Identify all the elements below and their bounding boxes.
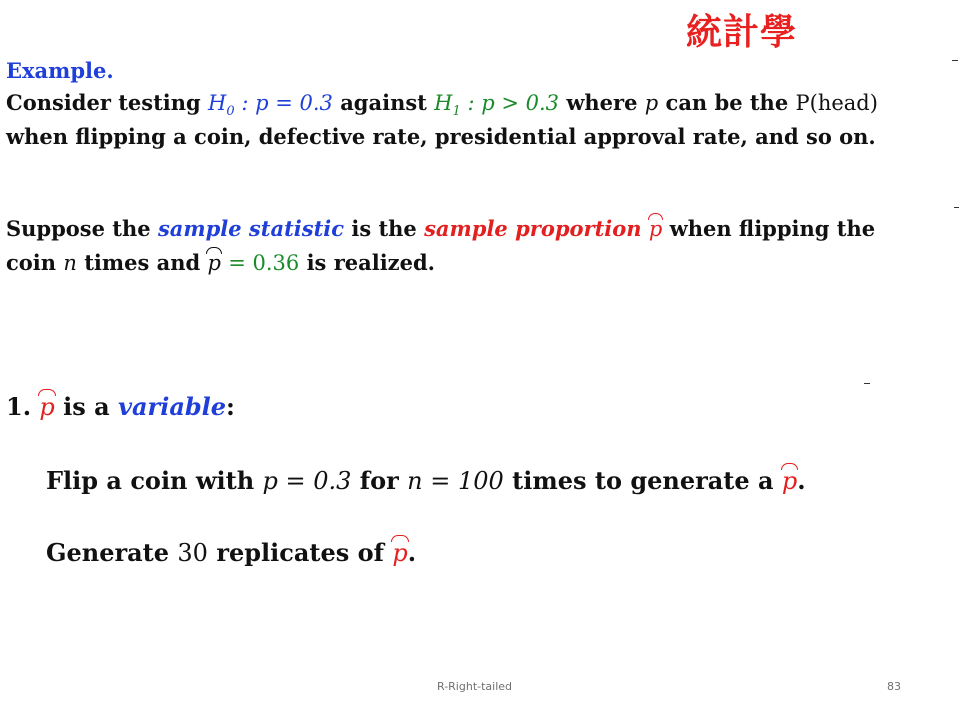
replicates-of-text: replicates of [216,538,384,567]
generate-text: Generate [46,538,170,567]
p-head-text: P(head) [795,91,878,115]
period: . [407,538,417,567]
p-hat-symbol: p [39,393,55,421]
coin-text: coin [6,250,57,275]
footer-label: R-Right-tailed [437,680,513,693]
p-hat-symbol: p [781,467,798,495]
p-symbol: p [644,91,659,115]
p-hat-symbol: p [207,251,221,275]
suppose-line-1 [6,216,875,241]
alt-hypothesis: $H_1$ : p > 0.3 [434,91,559,120]
n-symbol: n [63,251,77,275]
times-to-generate-text: times to generate a [512,466,774,495]
flip-coin-line [46,466,806,495]
is-the-text: is the [351,216,417,241]
item-number: 1. [6,392,32,421]
consider-text: Consider testing [6,90,201,115]
against-text: against [340,90,427,115]
p-equals: p = 0.3 [262,467,352,495]
null-hypothesis: $H_0$ : p = 0.3 [208,91,333,120]
period: . [797,466,806,495]
sample-statistic-term: sample statistic [157,216,345,241]
suppose-line-2 [6,250,435,275]
for-text: for [359,466,399,495]
p-hat-symbol: p [392,539,408,567]
flip-text: Flip a coin with [46,466,255,495]
edge-mark [864,383,870,384]
suppose-text: Suppose the [6,216,151,241]
hypothesis-line [6,90,878,119]
edge-mark [952,60,958,61]
sample-proportion-term: sample proportion [424,216,642,241]
n-equals: n = 100 [407,467,504,495]
realized-value: = 0.36 [228,251,300,275]
colon: : [226,392,235,421]
examples-line: when flipping a coin, defective rate, presidential approval rate, and so on. [6,124,876,149]
edge-mark [954,207,959,208]
is-a-text: is a [63,392,110,421]
generate-line [46,538,416,567]
where-text: where [566,90,638,115]
times-and-text: times and [84,250,201,275]
slide-title: 統計學 [686,12,798,53]
page-number: 83 [887,680,901,693]
when-flipping-text: when flipping the [669,216,876,241]
item-1-heading [6,392,235,421]
can-be-text: can be the [665,90,789,115]
replicate-count: 30 [177,539,208,567]
example-heading: Example. [6,58,114,83]
is-realized-text: is realized. [306,250,435,275]
p-hat-symbol: p [648,217,663,241]
variable-term: variable [118,392,227,421]
